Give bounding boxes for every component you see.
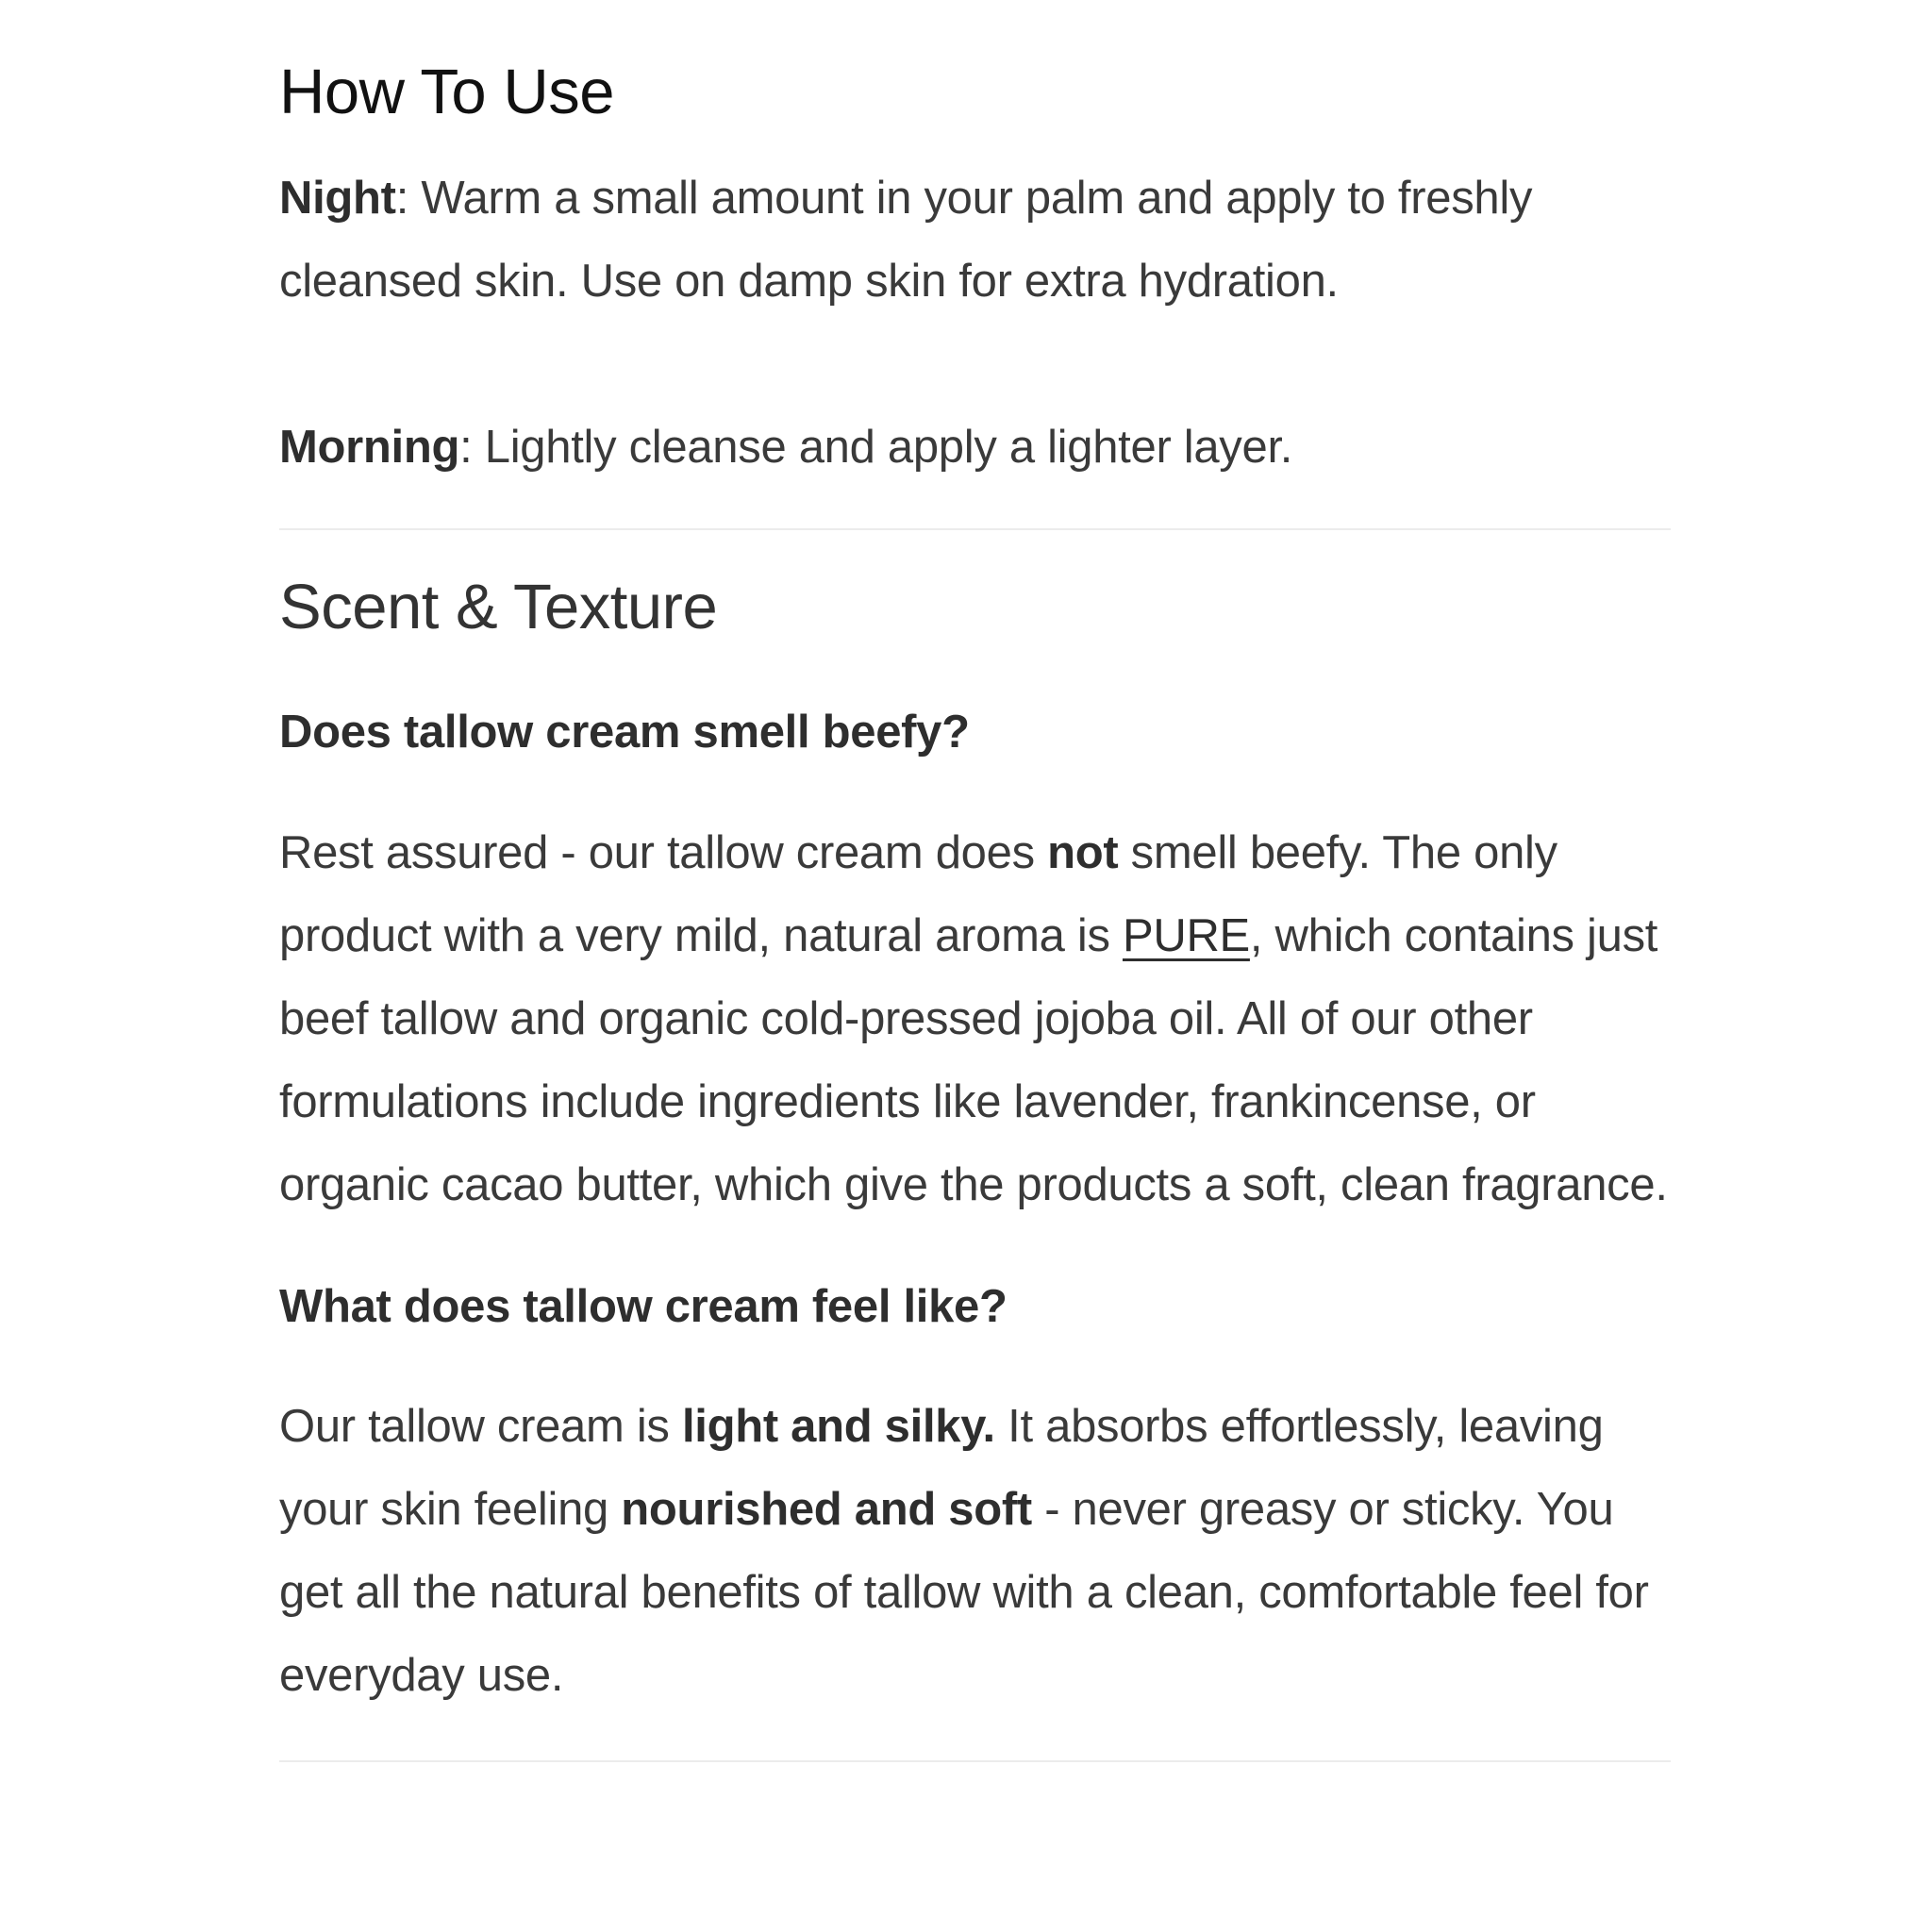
faq-answer-smell (279, 811, 1671, 1226)
morning-instruction (279, 406, 1671, 489)
faq-answer-feel (279, 1385, 1671, 1717)
answer-emphasis: light and silky. (681, 1401, 995, 1453)
section-divider (279, 528, 1671, 530)
answer-text: , which contains just beef tallow and organic cold-pressed jojoba oil. All of our other formulations include ingredients like lavender, frankincense, or organic cacao butter, which give the products a soft, clean fragrance. (279, 909, 1668, 1210)
answer-text: Rest assured - our tallow cream does (279, 826, 1048, 878)
night-label: Night (279, 173, 396, 225)
how-to-use-title: How To Use (279, 57, 614, 127)
morning-label: Morning (279, 422, 460, 474)
faq-question-feel: What does tallow cream feel like? (279, 1280, 1008, 1332)
night-instruction (279, 157, 1671, 323)
answer-text: - never greasy or sticky. You get all the natural benefits of tallow with a clean, comfortable feel for everyday use. (279, 1484, 1649, 1702)
answer-emphasis: not (1047, 826, 1119, 878)
scent-texture-title: Scent & Texture (279, 572, 718, 643)
answer-text: It absorbs effortlessly, leaving your skin feeling (279, 1401, 1604, 1536)
faq-question-smell: Does tallow cream smell beefy? (279, 706, 970, 758)
morning-text: : Lightly cleanse and apply a lighter layer. (459, 422, 1293, 474)
answer-emphasis: nourished and soft (621, 1484, 1032, 1536)
product-details-content (279, 55, 1671, 1762)
pure-product-link[interactable]: PURE (1122, 909, 1250, 961)
night-text: : Warm a small amount in your palm and apply to freshly cleansed skin. Use on damp skin for extra hydration. (279, 173, 1533, 308)
answer-text: Our tallow cream is (279, 1401, 682, 1453)
answer-text: smell beefy. The only product with a very mild, natural aroma is (279, 826, 1557, 961)
section-divider-bottom (279, 1760, 1671, 1762)
